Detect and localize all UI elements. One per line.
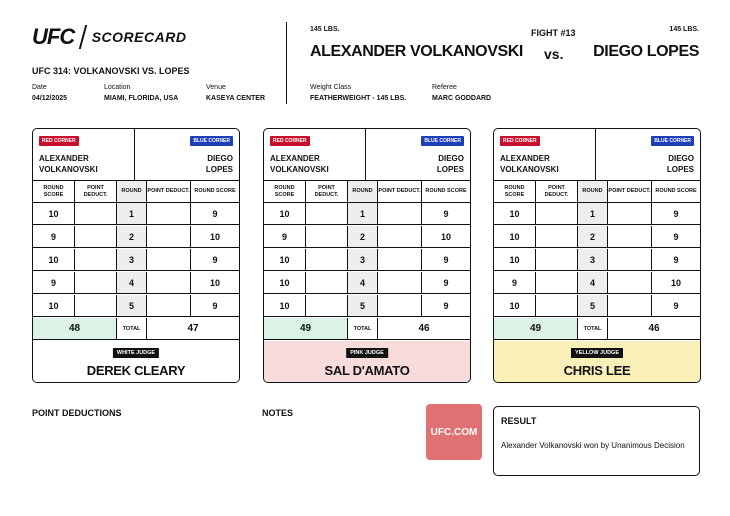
round-number: 5	[359, 300, 365, 311]
blue-corner-fighter	[667, 153, 694, 175]
red-corner-badge: RED CORNER	[270, 136, 310, 146]
blue-round-score: 9	[673, 208, 679, 219]
judge-name: DEREK CLEARY	[86, 363, 186, 378]
red-round-score: 10	[264, 295, 306, 316]
round-number-cell	[578, 203, 608, 224]
red-point-deduct-header: POINT DEDUCT.	[536, 181, 578, 202]
header-divider	[286, 22, 287, 104]
red-round-score-header: ROUND SCORE	[33, 181, 75, 202]
judge-badge: PINK JUDGE	[346, 348, 388, 358]
judge-badge: WHITE JUDGE	[113, 348, 159, 358]
round-number-cell	[578, 249, 608, 270]
round-number: 2	[359, 231, 365, 242]
blue-corner-fighter	[437, 153, 464, 175]
right-fighter-name: DIEGO LOPES	[593, 43, 699, 60]
round-row	[494, 272, 700, 294]
blue-round-score: 10	[670, 277, 681, 288]
score-header-row	[264, 181, 470, 203]
left-fighter-weight: 145 LBS.	[310, 26, 340, 33]
blue-last-name: LOPES	[205, 165, 233, 174]
round-number-cell	[578, 272, 608, 293]
scorecard-wordmark: SCORECARD	[91, 29, 187, 45]
blue-point-deduct	[608, 272, 652, 293]
round-number: 4	[359, 277, 365, 288]
red-first-name: ALEXANDER	[39, 154, 89, 163]
corner-header	[264, 129, 470, 181]
round-number: 4	[589, 277, 595, 288]
blue-corner-fighter	[206, 153, 233, 175]
blue-round-score: 9	[443, 300, 449, 311]
judge-card	[32, 128, 240, 383]
blue-point-deduct	[147, 249, 191, 270]
round-row	[264, 203, 470, 225]
venue-label: Venue	[206, 84, 226, 91]
round-header: ROUND	[578, 181, 608, 202]
referee-label: Referee	[432, 84, 457, 91]
red-round-score: 9	[33, 272, 75, 293]
judge-card	[493, 128, 701, 383]
round-header: ROUND	[117, 181, 147, 202]
red-round-score: 10	[494, 295, 536, 316]
result-panel	[493, 406, 700, 476]
round-number: 1	[589, 208, 595, 219]
red-corner-badge: RED CORNER	[39, 136, 79, 146]
round-number-cell	[578, 295, 608, 316]
blue-point-deduct	[147, 203, 191, 224]
blue-round-score: 10	[209, 231, 220, 242]
ufc-scorecard-logo	[32, 24, 186, 50]
red-round-score-header: ROUND SCORE	[264, 181, 306, 202]
red-round-score-header: ROUND SCORE	[494, 181, 536, 202]
round-number-cell	[348, 249, 378, 270]
blue-first-name: DIEGO	[207, 154, 233, 163]
round-row	[33, 203, 239, 225]
round-number-cell	[348, 226, 378, 247]
red-round-score: 10	[33, 203, 75, 224]
blue-point-deduct	[378, 226, 422, 247]
red-point-deduct-header: POINT DEDUCT.	[75, 181, 117, 202]
round-number-cell	[348, 295, 378, 316]
red-point-deduct	[75, 203, 117, 224]
red-round-score: 10	[494, 226, 536, 247]
date-label: Date	[32, 84, 47, 91]
blue-last-name: LOPES	[436, 165, 464, 174]
round-row	[264, 295, 470, 317]
red-corner-panel	[264, 129, 366, 181]
round-row	[33, 249, 239, 271]
result-text: Alexander Volkanovski won by Unanimous Decision	[501, 441, 685, 450]
red-round-score: 10	[494, 203, 536, 224]
total-row	[264, 318, 470, 340]
notes-title: NOTES	[262, 408, 294, 418]
fight-number: FIGHT #13	[531, 28, 576, 38]
red-total: 48	[33, 318, 117, 339]
blue-round-score: 9	[673, 231, 679, 242]
blue-total: 46	[418, 323, 430, 334]
round-row	[33, 295, 239, 317]
referee-value: MARC GODDARD	[432, 95, 492, 102]
round-number: 2	[128, 231, 134, 242]
blue-corner-panel	[596, 129, 700, 181]
total-label: TOTAL	[578, 318, 608, 339]
judge-card	[263, 128, 471, 383]
location-label: Location	[104, 84, 131, 91]
blue-point-deduct-header: POINT DEDUCT.	[378, 181, 422, 202]
round-number-cell	[117, 272, 147, 293]
round-number-cell	[578, 226, 608, 247]
red-corner-panel	[494, 129, 596, 181]
blue-point-deduct-header: POINT DEDUCT.	[147, 181, 191, 202]
red-round-score: 10	[264, 272, 306, 293]
round-row	[264, 226, 470, 248]
date-value: 04/12/2025	[32, 95, 68, 102]
blue-round-score: 10	[209, 277, 220, 288]
red-point-deduct-header: POINT DEDUCT.	[306, 181, 348, 202]
total-label: TOTAL	[117, 318, 147, 339]
left-fighter-name: ALEXANDER VOLKANOVSKI	[310, 43, 523, 60]
blue-total: 46	[648, 323, 660, 334]
round-row	[33, 226, 239, 248]
round-row	[494, 295, 700, 317]
red-point-deduct	[306, 203, 348, 224]
ufc-logo: UFC	[32, 24, 75, 49]
round-number-cell	[117, 226, 147, 247]
red-round-score: 10	[264, 249, 306, 270]
round-row	[264, 272, 470, 294]
red-round-score: 9	[264, 226, 306, 247]
blue-point-deduct	[378, 295, 422, 316]
point-deductions-title: POINT DEDUCTIONS	[32, 408, 122, 418]
red-first-name: ALEXANDER	[500, 154, 550, 163]
red-point-deduct	[75, 295, 117, 316]
blue-round-score-header: ROUND SCORE	[425, 188, 467, 194]
blue-point-deduct	[608, 203, 652, 224]
red-total: 49	[494, 318, 578, 339]
judge-name: CHRIS LEE	[563, 363, 631, 378]
round-number: 4	[128, 277, 134, 288]
red-round-score: 9	[33, 226, 75, 247]
blue-corner-badge: BLUE CORNER	[190, 136, 233, 146]
blue-round-score-header: ROUND SCORE	[655, 188, 697, 194]
red-point-deduct	[75, 272, 117, 293]
blue-point-deduct	[147, 295, 191, 316]
total-row	[33, 318, 239, 340]
round-number-cell	[348, 272, 378, 293]
red-last-name: VOLKANOVSKI	[500, 165, 559, 174]
blue-round-score: 9	[443, 277, 449, 288]
blue-total: 47	[187, 323, 199, 334]
corner-header	[33, 129, 239, 181]
red-corner-fighter	[500, 153, 559, 175]
blue-point-deduct	[608, 295, 652, 316]
blue-point-deduct	[378, 249, 422, 270]
score-header-row	[494, 181, 700, 203]
corner-header	[494, 129, 700, 181]
judge-area	[264, 341, 470, 382]
total-row	[494, 318, 700, 340]
red-round-score: 10	[33, 249, 75, 270]
judge-area	[494, 341, 700, 382]
round-row	[33, 272, 239, 294]
round-number: 1	[359, 208, 365, 219]
round-number: 2	[589, 231, 595, 242]
red-point-deduct	[306, 272, 348, 293]
red-point-deduct	[306, 295, 348, 316]
round-number-cell	[117, 249, 147, 270]
round-number: 3	[359, 254, 365, 265]
red-point-deduct	[536, 203, 578, 224]
round-number-cell	[348, 203, 378, 224]
red-round-score: 10	[264, 203, 306, 224]
versus-label: vs.	[544, 46, 564, 62]
blue-corner-badge: BLUE CORNER	[651, 136, 694, 146]
round-header: ROUND	[348, 181, 378, 202]
location-value: MIAMI, FLORIDA, USA	[104, 95, 179, 102]
round-row	[494, 249, 700, 271]
result-title: RESULT	[501, 416, 537, 426]
round-row	[494, 226, 700, 248]
red-round-score: 10	[33, 295, 75, 316]
weight-class-value: FEATHERWEIGHT - 145 LBS.	[310, 95, 407, 102]
round-number-cell	[117, 295, 147, 316]
blue-round-score: 9	[673, 254, 679, 265]
weight-class-meta	[310, 84, 406, 102]
blue-point-deduct	[378, 203, 422, 224]
judge-badge: YELLOW JUDGE	[571, 348, 623, 358]
round-number: 5	[589, 300, 595, 311]
blue-first-name: DIEGO	[438, 154, 464, 163]
round-number: 1	[128, 208, 134, 219]
referee-meta	[432, 84, 491, 102]
blue-round-score: 9	[212, 208, 218, 219]
blue-round-score: 9	[443, 208, 449, 219]
red-round-score: 10	[494, 249, 536, 270]
red-last-name: VOLKANOVSKI	[270, 165, 329, 174]
blue-point-deduct	[608, 249, 652, 270]
red-corner-fighter	[39, 153, 98, 175]
red-corner-panel	[33, 129, 135, 181]
blue-point-deduct	[147, 272, 191, 293]
blue-corner-panel	[135, 129, 239, 181]
weight-class-label: Weight Class	[310, 84, 352, 91]
blue-point-deduct	[608, 226, 652, 247]
blue-round-score: 10	[440, 231, 451, 242]
round-number-cell	[117, 203, 147, 224]
blue-round-score: 9	[443, 254, 449, 265]
score-header-row	[33, 181, 239, 203]
venue-value: KASEYA CENTER	[206, 95, 265, 102]
round-row	[264, 249, 470, 271]
red-corner-badge: RED CORNER	[500, 136, 540, 146]
total-label: TOTAL	[348, 318, 378, 339]
red-point-deduct	[306, 249, 348, 270]
red-corner-fighter	[270, 153, 329, 175]
venue-meta	[206, 84, 265, 102]
blue-corner-badge: BLUE CORNER	[421, 136, 464, 146]
judge-area	[33, 341, 239, 382]
blue-round-score: 9	[673, 300, 679, 311]
red-round-score: 9	[494, 272, 536, 293]
blue-last-name: LOPES	[666, 165, 694, 174]
blue-corner-panel	[366, 129, 470, 181]
red-point-deduct	[75, 226, 117, 247]
blue-point-deduct	[147, 226, 191, 247]
red-point-deduct	[536, 272, 578, 293]
logo-divider	[79, 25, 87, 49]
red-point-deduct	[75, 249, 117, 270]
blue-point-deduct	[378, 272, 422, 293]
red-point-deduct	[306, 226, 348, 247]
blue-first-name: DIEGO	[668, 154, 694, 163]
round-number: 3	[589, 254, 595, 265]
event-title: UFC 314: VOLKANOVSKI VS. LOPES	[32, 66, 190, 76]
ufc-com-button[interactable]: UFC.COM	[426, 404, 482, 460]
right-fighter-weight: 145 LBS.	[669, 26, 699, 33]
blue-round-score: 9	[212, 254, 218, 265]
blue-point-deduct-header: POINT DEDUCT.	[608, 181, 652, 202]
round-number: 3	[128, 254, 134, 265]
red-point-deduct	[536, 249, 578, 270]
date-meta	[32, 84, 67, 102]
judge-name: SAL D'AMATO	[324, 363, 410, 378]
round-row	[494, 203, 700, 225]
red-point-deduct	[536, 226, 578, 247]
red-point-deduct	[536, 295, 578, 316]
red-total: 49	[264, 318, 348, 339]
blue-round-score: 9	[212, 300, 218, 311]
red-first-name: ALEXANDER	[270, 154, 320, 163]
location-meta	[104, 84, 178, 102]
round-number: 5	[128, 300, 134, 311]
red-last-name: VOLKANOVSKI	[39, 165, 98, 174]
blue-round-score-header: ROUND SCORE	[194, 188, 236, 194]
